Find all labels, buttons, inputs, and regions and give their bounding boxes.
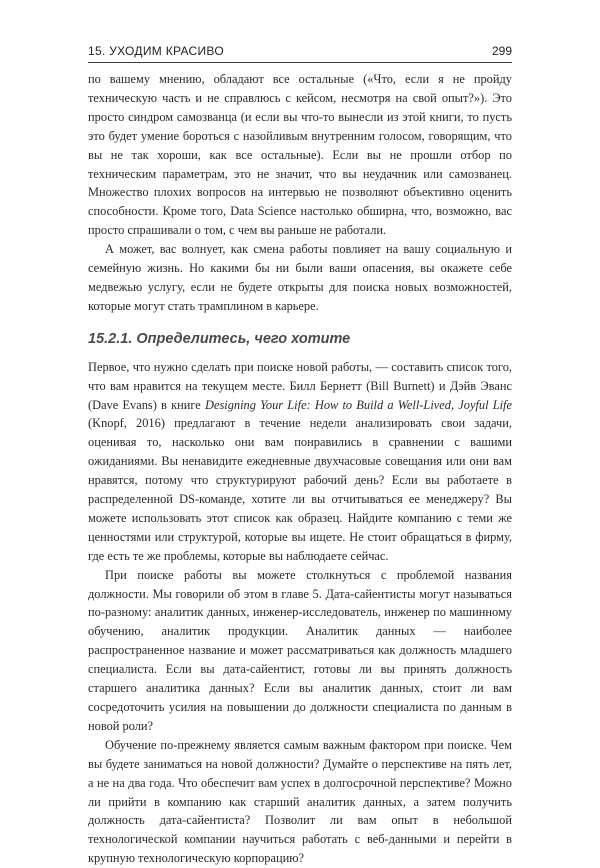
book-title: Designing Your Life: How to Build a Well-Lived, Joyful Life bbox=[205, 397, 512, 412]
section-heading: 15.2.1. Определитесь, чего хотите bbox=[88, 330, 351, 347]
paragraph-2: А может, вас волнует, как смена работы повлияет на вашу социальную и семейную жизнь. Но какими бы ни были ваши опасения, вы окажете себе медвежью услугу, если не будете открыты для поиска новых возможностей, которые могут стать трамплином в карьере. bbox=[88, 242, 512, 313]
page-number: 299 bbox=[491, 44, 512, 58]
running-header bbox=[88, 40, 512, 63]
paragraph-3-text-start: Первое, что нужно сделать при поиске новой работы, — составить список того, что вам нравится на текущем месте. Билл Бернетт (Bill Burnett) и Дэйв Эванс (Dave Evans) в книге bbox=[88, 359, 512, 412]
paragraph-5: Обучение по-прежнему является самым важным фактором при поиске. Чем вы будете заниматься на новой должности? Думайте о перспективе на пять лет, а не на два года. Что обеспечит вам успех в долгосрочной перспективе? Можно ли прийти в компанию как старший аналитик данных, а затем получить должность дата-сайентиста? Позволит ли вам опыт в небольшой технологической компании научиться работать с веб-данными и перейти в крупную технологическую корпорацию? bbox=[88, 737, 512, 866]
page-body bbox=[88, 70, 512, 868]
paragraph-1: по вашему мнению, обладают все остальные («Что, если я не пройду техническую часть и не справлюсь с кейсом, несмотря на свой опыт?»). Это просто синдром самозванца (и если вы что-то вынесли из этой книги, то пусть это будет умение бороться с назойливым внутренним голосом, говорящим, что вы не так хороши, как все остальные). Если вы не прошли отбор по техническим параметрам, это не значит, что вы неудачник или самозванец. Множество плохих вопросов на интервью не позволяют объективно оценить способности. Кроме того, Data Science настолько обширна, что, возможно, вас просто спрашивали о том, с чем вы раньше не работали. bbox=[88, 72, 512, 238]
paragraph-3-text-end: (Knopf, 2016) предлагают в течение недели анализировать свои задачи, оценивая то, насколько они вам понравились в сравнении с вашими ожиданиями. Вы ненавидите ежедневные двухчасовые совещания или они вам нравятся, потому что структурируют рабочий день? Если вы работаете в распределенной DS-команде, хотите ли вы отчитываться ее менеджеру? Вы можете использовать этот список как образец. Найдите компанию с теми же ценностями или структурой, которые вы ищете. Не стоит обращаться в фирму, где есть те же проблемы, которые вы наблюдаете сейчас. bbox=[88, 416, 512, 563]
paragraph-3 bbox=[88, 358, 512, 566]
chapter-title: 15. УХОДИМ КРАСИВО bbox=[88, 44, 224, 58]
paragraph-4: При поиске работы вы можете столкнуться с проблемой названия должности. Мы говорили об этом в главе 5. Дата-сайентисты могут называться по-разному: аналитик данных, инженер-исследователь, инженер по машинному обучению, аналитик продукции. Аналитик данных — наиболее распространенное название и может рассматриваться как должность младшего специалиста. Если вы дата-сайентист, готовы ли вы принять должность старшего аналитика данных? Если вы аналитик данных, стоит ли вам сосредоточить усилия на повышении до должности специалиста по данным в новой роли? bbox=[88, 567, 512, 733]
